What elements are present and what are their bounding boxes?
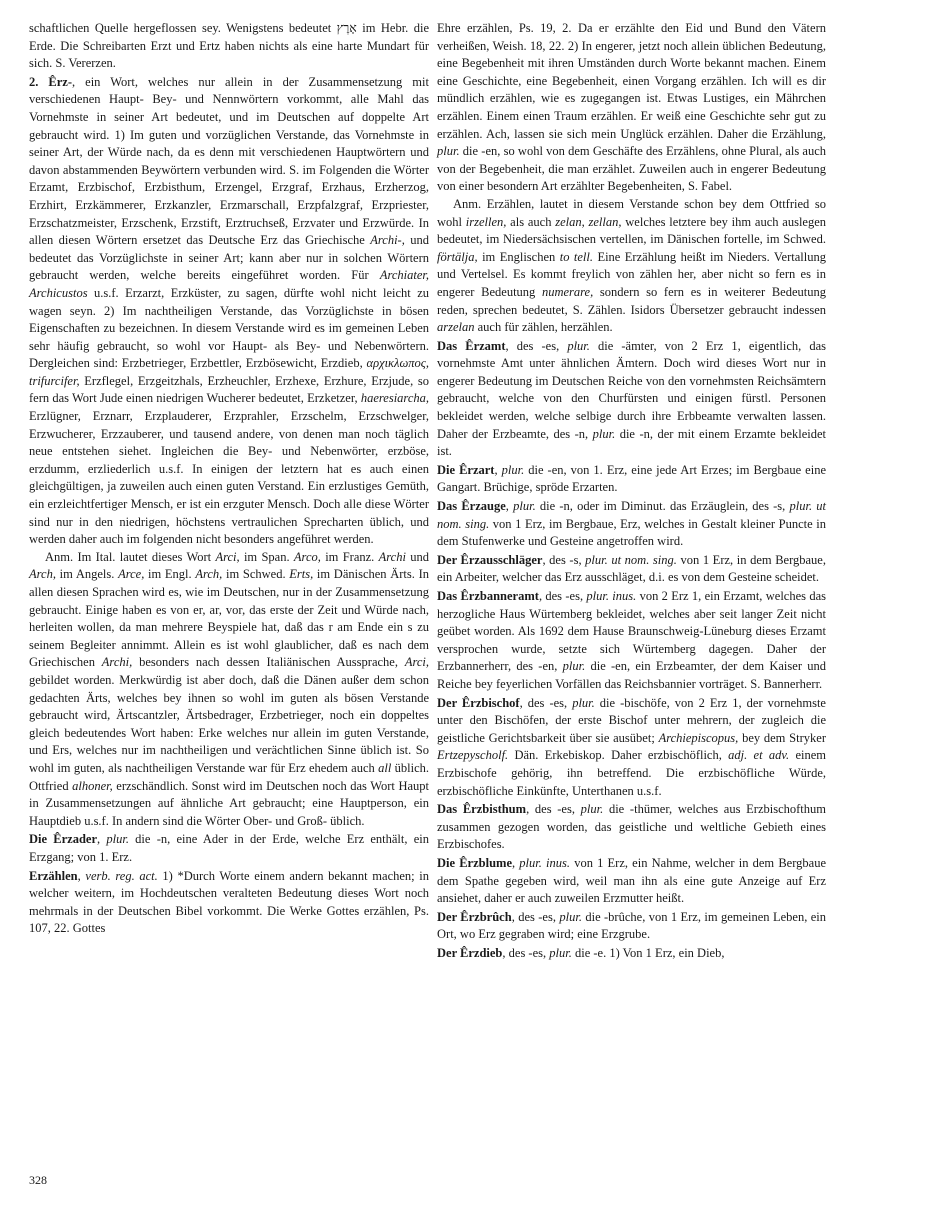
right-column	[437, 20, 826, 962]
body-text: auch für zählen, herzählen.	[474, 320, 613, 335]
body-text: die -n, der mit einem Erzamte bekleidet ist.	[437, 426, 827, 459]
body-text: gebildet worden. Merkwürdig ist aber doch, daß die Dänen außer dem schon gedachten Ärts, welches bey ihnen so wohl im guten als bösen Verstande gebraucht wird, Ärtscantzler, Ärtsbedrager, Erzbetrieger, noch ein doppeltes gleich bedeutendes Wort haben: Erke welches nur allein im guten Verstande, und Ers, welches nur im nachtheiligen und verächtlichen Sinne üblich ist. So wohl im guten, als nachtheiligen Verstande war für Erz ehedem auch	[29, 672, 429, 775]
body-text: schaftlichen Quelle hergeflossen sey. Wenigstens bedeutet אָרֶץ im Hebr. die Erde. Die Schreibarten Erzt und Ertz haben nichts als eine harte Mundart für sich. S. Vererzen.	[29, 21, 429, 71]
italic-text: zelan, zellan,	[555, 214, 622, 229]
body-text: bey dem Stryker	[738, 730, 826, 745]
headword: Das Êrzbanneramt	[437, 589, 539, 603]
body-text: von 1 Erz, im Bergbaue, Erz, welches in Gestalt kleiner Puncte in dem Stufenwerke und Gesteine angetroffen wird.	[437, 516, 826, 549]
dictionary-entry	[437, 855, 826, 908]
italic-text: plur. inus.	[519, 855, 571, 870]
italic-text: Arco,	[293, 549, 321, 564]
body-text: Eine Erzählung heißt im Nieders. Vertallung und Vertelsel. Es kommt freylich von zählen her, aber nicht so fern es in engerer Bedeutung	[437, 249, 826, 299]
italic-text: Arci,	[215, 549, 240, 564]
body-text: und bedeutet das Vorzüglichste in seiner Art; kann aber nur in solchen Wörtern gebraucht werden, welche bereits eingeführet worden. Für	[29, 233, 430, 283]
italic-text: plur.	[513, 499, 536, 514]
dictionary-entry	[437, 801, 826, 854]
body-text: u.s.f. Erzarzt, Erzküster, zu sagen, dürfte wohl nicht leicht zu wagen seyn. 2) Im nachtheiligen Verstande, das Vorzüglichste in bösen Eigenschaften zu bezeichnen. In diesem Verstande wird es im gemeinen Leben sehr häufig gebraucht, so wohl vor Haupt- als Bey- und Nebenwörtern. Dergleichen sind: Erzbetrieger, Erzbettler, Erzbösewicht, Erzdieb,	[29, 285, 429, 371]
italic-text: plur. inus.	[586, 589, 637, 603]
italic-text: Archi	[378, 549, 406, 564]
headword: Erzählen	[29, 868, 78, 883]
body-text: üblich. Ottfried	[29, 760, 429, 793]
body-text: Dän. Erkebiskop. Daher erzbischöflich,	[508, 748, 729, 763]
italic-text: αρχικλωπος, trifurcifer,	[29, 356, 429, 388]
body-text: Anm. Im Ital. lautet dieses Wort	[45, 549, 216, 564]
body-text: , des -s,	[542, 552, 586, 567]
body-text: die -e. 1) Von 1 Erz, ein Dieb,	[571, 945, 725, 960]
dictionary-entry	[29, 868, 429, 938]
headword: Das Êrzauge	[437, 499, 506, 514]
headword: Die Êrzart	[437, 462, 495, 477]
body-text: im Franz.	[320, 549, 379, 564]
body-text: , des -es,	[511, 909, 560, 924]
italic-text: plur.	[437, 144, 460, 159]
body-text: die -ämter, von 2 Erz 1, eigentlich, das vornehmste Amt unter ähnlichen Ämtern. Doch wird dieses Wort nur in engerer Bedeutung im Deutschen Reiche von den vornehmsten Reichsämtern gebraucht, welche von den Churfürsten und einigen fürstl. Personen bekleidet werden, welche selbige durch ihre Erbbeamte verwalten lassen. Daher der Erzbeamte, des -n,	[437, 338, 827, 441]
italic-text: Archi-,	[370, 233, 405, 248]
body-text: , des -es,	[502, 945, 550, 960]
dictionary-entry	[437, 909, 826, 944]
body-text: im Dänischen Ärts. In allen diesen Sprachen wird es, wie im Deutschen, nur in der Zusammensetzung gebraucht. Einige haben es von er, ar, vor, das erste der Zeit und Würde nach, herleiten wollen, da man mehrere Beyspiele hat, daß das r am Ende ein s zu seinem Begleiter annimmt. Allein es ist wohl glaublicher, daß es nach dem Griechischen	[29, 567, 429, 670]
italic-text: plur.	[559, 909, 582, 924]
dictionary-entry	[437, 552, 826, 587]
body-text: die -thümer, welches aus Erzbischofthum zusammen gezogen worden, das geistliche und weltliche Gebieth eines Erzbischofes.	[437, 802, 827, 852]
italic-text: alhoner,	[72, 778, 113, 793]
body-text: ,	[97, 832, 107, 847]
body-text: von 1 Erz, in dem Bergbaue, ein Arbeiter, welcher das Erz ausschläget, d.i. es von dem Gesteine scheidet.	[437, 552, 826, 585]
headword: Der Êrzausschläger	[437, 552, 543, 567]
body-text: die -n, eine Ader in der Erde, welche Erz enthält, ein Erzgang; von 1. Erz.	[29, 832, 429, 864]
italic-text: verb. reg. act.	[85, 868, 158, 883]
italic-text: förtälja,	[437, 249, 478, 264]
body-text: ,	[77, 868, 86, 883]
body-text: von 2 Erz 1, ein Erzamt, welches das herzogliche Haus Würtemberg bekleidet, welches aber seit langer Zeit nicht geübet worden. Als 1692 dem Hause Braunschweig-Lüneburg dieses Erzamt versprochen wurde, setzte sich Würtemberg dagegen. Daher der Erzbannerherr, des -en,	[437, 589, 826, 674]
body-text: Erzflegel, Erzgeitzhals, Erzheuchler, Erzhexe, Erzhure, Erzjude, so fern das Wort Jude einen niedrigen Wucherer bedeutet, Erzketzer,	[29, 373, 429, 406]
body-text: die -n, oder im Diminut. das Erzäuglein, des -s,	[535, 499, 790, 514]
body-text: ,	[512, 855, 520, 870]
italic-text: arzelan	[437, 320, 475, 335]
italic-text: plur. ut nom. sing.	[437, 499, 827, 531]
body-text: , des -es,	[526, 802, 581, 817]
italic-text: plur.	[592, 426, 616, 441]
body-text: Erzlügner, Erznarr, Erzplauderer, Erzprahler, Erzschelm, Erzschwelger, Erzwucherer, Erzzauberer, und tausend andere, von denen man noch täglich neue entstehen siehet. Ingleichen die Bey- und Nebenwörter, erzböse, erzdumm, erzliederlich u.s.f. In einigen der letztern hat es auch einen gleichgültigen, ja zuweilen auch einen guten Verstand. Ein erzlustiges Gemüth, ein erzleichtfertiger Mensch, er ist ein erzguter Mensch. Doch alle diese Wörter sind nur in den niedrigen, höchstens vertraulichen Sprecharten üblich, und werden daher auch im folgenden nicht besonders angeführet werden.	[29, 409, 429, 547]
italic-text: plur.	[549, 945, 572, 960]
body-text: ,	[494, 462, 502, 477]
italic-text: Arch,	[29, 567, 56, 582]
italic-text: Archiater, Archicustos	[29, 268, 429, 300]
body-text: im Engl.	[144, 567, 196, 582]
body-text: erzschändlich. Sonst wird im Deutschen noch das Wort Haupt in Zusammensetzungen auf ähnliche Art gebraucht; eine Hauptperson, ein Hauptdieb u.s.f. In andern sind die Wörter Ober- und Groß- üblich.	[29, 778, 429, 828]
body-text: im Schwed.	[222, 567, 290, 582]
italic-text: plur. ut nom. sing.	[585, 552, 677, 567]
headword: Die Êrzblume	[437, 855, 512, 870]
italic-text: Erts,	[289, 567, 314, 582]
annotation-paragraph	[437, 196, 826, 337]
headword: Die Êrzader	[29, 832, 98, 847]
dictionary-entry	[437, 498, 826, 551]
text-paragraph	[29, 20, 429, 73]
italic-text: all	[378, 760, 392, 775]
dictionary-entry	[437, 588, 826, 694]
body-text: welches letztere bey ihm auch auslegen bedeutet, im Niedersächsischen vertellen, im Dänischen fortelle, im Schwed.	[437, 214, 827, 247]
body-text: ,	[505, 499, 514, 514]
body-text: sondern so fern es in weiterer Bedeutung reden, sprechen bedeutet, S. Zählen. Isidors Übersetzer gebraucht indessen	[437, 284, 826, 317]
body-text: die -brûche, von 1 Erz, im gemeinen Leben, ein Ort, wo Erz gegraben wird; eine Erzgrube.	[437, 909, 826, 942]
body-text: die -en, so wohl von dem Geschäfte des Erzählens, ohne Plural, als auch von der Begebenheit, die man erzählet. Zuweilen auch in engerer Bedeutung von einer besondern Art erzählter Begebenheiten, S. Fabel.	[437, 144, 826, 194]
text-paragraph	[437, 20, 826, 196]
italic-text: Arci,	[404, 655, 429, 670]
headword: 2. Êrz-	[29, 74, 72, 89]
italic-text: Archiepiscopus,	[658, 730, 739, 745]
dictionary-entry	[437, 695, 826, 801]
left-column	[29, 20, 429, 938]
italic-text: Arch,	[195, 567, 223, 582]
italic-text: Ertzepyscholf.	[437, 748, 509, 763]
body-text: von 1 Erz, ein Nahme, welcher in dem Bergbaue dem Spathe gegeben wird, weil man ihn als eine gute Anzeige auf Erz ansiehet, daher er auch zuweilen Erzmutter heißt.	[437, 855, 826, 906]
italic-text: plur.	[567, 338, 590, 353]
dictionary-entry	[29, 831, 429, 866]
body-text: im Angels.	[55, 567, 119, 582]
body-text: die -en, ein Erzbeamter, der dem Kaiser und Reiche bey feyerlichen Vorfällen das Reichsbannier vorträget. S. Bannerherr.	[437, 659, 826, 691]
headword: Der Êrzbrûch	[437, 909, 512, 924]
body-text: als auch	[506, 214, 556, 229]
page-number: 328	[29, 1173, 47, 1187]
body-text: 1) *Durch Worte einem andern bekannt machen; in welcher weitern, im Hochdeutschen veralteten Bedeutung dieses Wort noch mehrmals in der Deutschen Bibel vorkommt. Die Werke Gottes erzählen, Ps. 107, 22. Gottes	[29, 868, 430, 936]
italic-text: plur.	[580, 802, 604, 817]
body-text: Anm. Erzählen, lautet in diesem Verstande schon bey dem Ottfried so wohl	[437, 196, 826, 229]
body-text: , des -es,	[538, 589, 587, 603]
headword: Der Êrzdieb	[437, 945, 503, 960]
body-text: die -bischöfe, von 2 Erz 1, der vornehmste unter den Bischöfen, der erste Bischof unter mehrern, der zugleich die geistliche Gerichtsbarkeit über sie ausübet;	[437, 695, 826, 745]
italic-text: plur.	[572, 695, 595, 710]
dictionary-entry	[437, 945, 826, 963]
body-text: im Englischen	[477, 249, 560, 264]
body-text: Ehre erzählen, Ps. 19, 2. Da er erzählte den Eid und Bund den Vätern verheißen, Weish. 18, 22. 2) In engerer, jetzt noch allein üblichen Bedeutung, eine Begebenheit mit ihren Umständen durch Worte bekannt machen. Einem eine Geschichte, eine Begebenheit, einen Vorgang erzählen. Ich will es dir mündlich erzählen, wie es zugegangen ist. Etwas Lustiges, ein Mährchen erzählen. Einem einen Traum erzählen. Er weiß eine Geschichte sehr gut zu erzählen. Ach, lassen sie sich mein Unglück erzählen. Daher die Erzählung,	[437, 21, 826, 141]
dictionary-entry	[437, 338, 826, 461]
body-text: besonders nach dessen Italiänischen Aussprache,	[132, 655, 405, 670]
italic-text: Arce,	[118, 567, 145, 582]
body-text: einem Erzbischofe gehörig, ihn betreffend. Die erzbischöfliche Würde, erzbischöfliche Einkünfte, Unterthanen u.s.f.	[437, 748, 826, 798]
body-text: die -en, von 1. Erz, eine jede Art Erzes; im Bergbaue eine Gangart. Brüchige, spröde Erzarten.	[437, 462, 826, 495]
body-text: , des -es,	[519, 695, 573, 710]
headword: Der Êrzbischof	[437, 695, 520, 710]
italic-text: adj. et adv.	[728, 748, 790, 763]
body-text: und	[405, 549, 429, 564]
body-text: im Span.	[239, 549, 294, 564]
italic-text: irzellen,	[465, 214, 507, 229]
italic-text: Archi,	[101, 655, 133, 670]
annotation-paragraph	[29, 549, 429, 831]
italic-text: to tell.	[559, 249, 593, 264]
headword: Das Êrzbisthum	[437, 802, 527, 817]
body-text: , des -es,	[505, 338, 568, 353]
dictionary-entry	[437, 462, 826, 497]
body-text: , ein Wort, welches nur allein in der Zusammensetzung mit verschiedenen Haupt- Bey- und Nennwörtern vorkommt, alle Mahl das Vornehmste in seiner Art bedeutet, und im Deutschen auf doppelte Art gebraucht wird. 1) Im guten und vorzüglichen Verstande, das Vornehmste in seiner Art, der Würde nach, da es denn mit verschiedenen Hauptwörtern und davon abstammenden Beywörtern verbunden wird. S. im Folgenden die Wörter Erzamt, Erzbischof, Erzbisthum, Erzengel, Erzgraf, Erzhaus, Erzherzog, Erzhirt, Erzkämmerer, Erzkanzler, Erzmarschall, Erzpfalzgraf, Erzpriester, Erzschatzmeister, Erzschenk, Erzstift, Erztruchseß, Erzvater und Erzwürde. In allen diesen Wörtern ersetzet das Deutsche Erz das Griechische	[29, 74, 429, 248]
italic-text: haeresiarcha,	[360, 391, 429, 406]
italic-text: plur.	[106, 832, 129, 847]
italic-text: numerare,	[541, 284, 594, 299]
headword: Das Êrzamt	[437, 338, 506, 353]
italic-text: plur.	[562, 659, 586, 674]
dictionary-entry	[29, 74, 429, 549]
italic-text: plur.	[501, 462, 525, 477]
